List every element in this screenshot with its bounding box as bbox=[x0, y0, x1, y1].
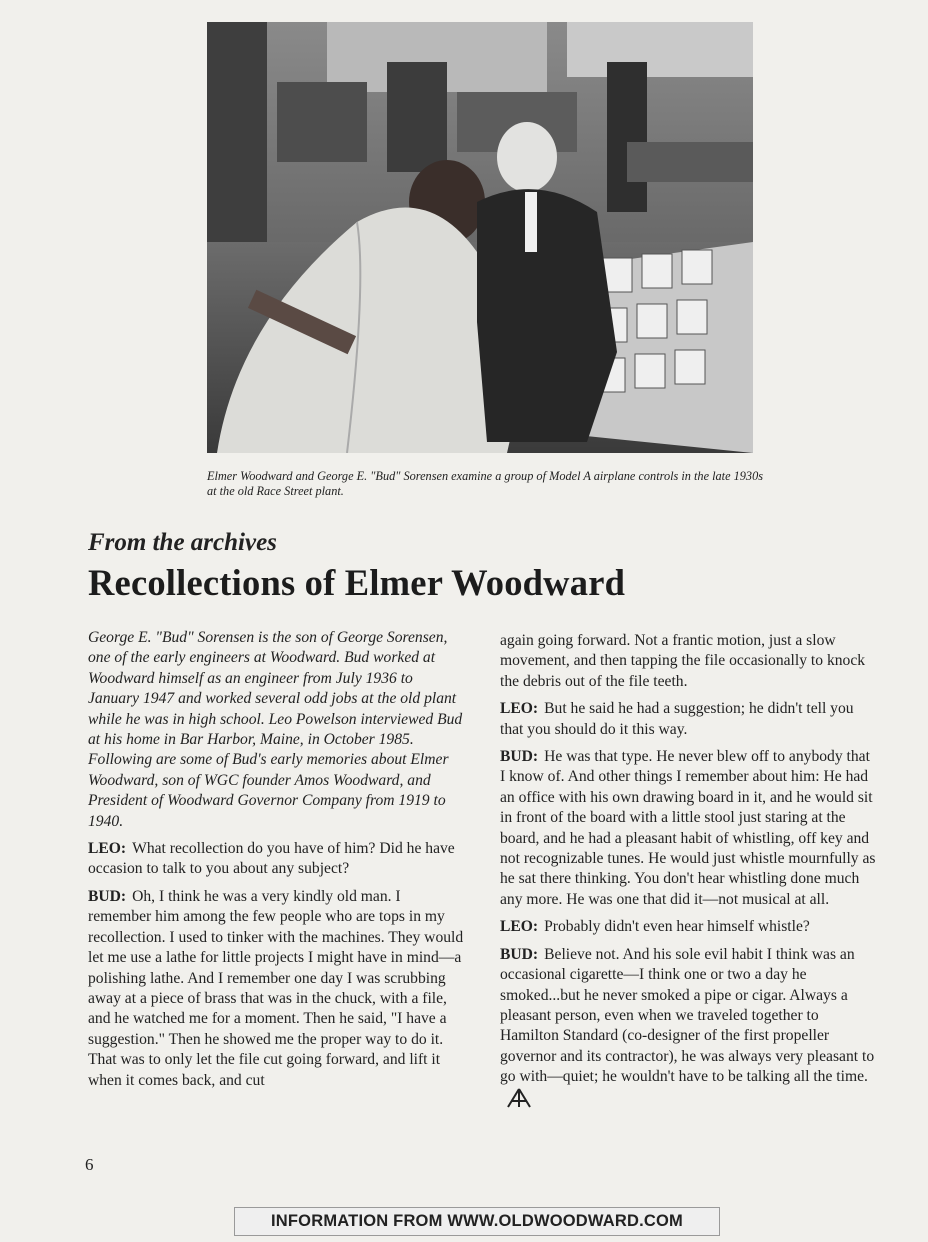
paragraph-text: Probably didn't even hear himself whistle? bbox=[544, 918, 810, 936]
page-number: 6 bbox=[85, 1155, 94, 1174]
interview-paragraph bbox=[88, 887, 464, 1091]
left-column bbox=[88, 628, 464, 1098]
right-column bbox=[500, 631, 878, 1121]
speaker-label: BUD: bbox=[88, 887, 127, 905]
source-banner: INFORMATION FROM WWW.OLDWOODWARD.COM bbox=[234, 1207, 720, 1236]
photo-illustration bbox=[207, 22, 753, 453]
speaker-label: LEO: bbox=[500, 700, 539, 718]
section-kicker: From the archives bbox=[88, 529, 277, 556]
speaker-label: BUD: bbox=[500, 748, 539, 766]
end-mark-icon bbox=[506, 1088, 532, 1114]
interview-paragraph bbox=[88, 839, 464, 880]
speaker-label: LEO: bbox=[88, 840, 127, 858]
continued-paragraph: again going forward. Not a frantic motion, just a slow movement, and then tapping the file occasionally to knock the debris out of the file teeth. bbox=[500, 632, 866, 690]
article-title: Recollections of Elmer Woodward bbox=[88, 562, 626, 603]
article-intro: George E. "Bud" Sorensen is the son of George Sorensen, one of the early engineers at Woodward. Bud worked at Woodward himself as an engineer from July 1936 to January 1947 and worked several odd jobs at the old plant while he was in high school. Leo Powelson interviewed Bud at his home in Bar Harbor, Maine, in October 1985. Following are some of Bud's early memories about Elmer Woodward, son of WGC founder Amos Woodward, and President of Woodward Governor Company from 1919 to 1940. bbox=[88, 629, 463, 830]
photo-caption: Elmer Woodward and George E. "Bud" Sorensen examine a group of Model A airplane controls in the late 1930s at the old Race Street plant. bbox=[207, 469, 764, 498]
speaker-label: BUD: bbox=[500, 945, 539, 963]
speaker-label: LEO: bbox=[500, 918, 539, 936]
interview-paragraph bbox=[500, 945, 878, 1114]
paragraph-text: Believe not. And his sole evil habit I think was an occasional cigarette—I think one or two a day he smoked...but he never smoked a pipe or cigar. Always a pleasant person, even when we traveled together to Hamilton Standard (co-designer of the first propeller governor and its contractor), he was always very pleasant to go with—quiet; he wouldn't have to be talking all the time. bbox=[500, 945, 875, 1086]
interview-paragraph bbox=[500, 699, 878, 740]
paragraph-text: Oh, I think he was a very kindly old man. I remember him among the few people who are tops in my recollection. I used to tinker with the machines. They would let me use a lathe for little projects I might have in mind—a polishing lathe. And I remember one day I was scrubbing away at a piece of brass that was in the chuck, with a file, and he watched me for a moment. Then he said, "I have a suggestion." Then he showed me the proper way to do it. That was to only let the file cut going forward, and lift it when it comes back, and cut bbox=[88, 887, 464, 1089]
paragraph-text: He was that type. He never blew off to anybody that I know of. And other things I remember about him: He had an office with his own drawing board in it, and he would sit in front of the board with a little stool just staring at the board, and he had a pleasant habit of whistling, off key and not recognizable tunes. He would just whistle mournfully as he sat there thinking. You don't hear whistling done much any more. He was one that did it—not musical at all. bbox=[500, 748, 876, 908]
interview-paragraph bbox=[500, 917, 878, 937]
paragraph-text: But he said he had a suggestion; he didn't tell you that you should do it this way. bbox=[500, 700, 854, 738]
paragraph-text: What recollection do you have of him? Did he have occasion to talk to you about any subject? bbox=[88, 840, 455, 878]
archival-photo bbox=[207, 22, 753, 453]
interview-paragraph bbox=[500, 747, 878, 910]
